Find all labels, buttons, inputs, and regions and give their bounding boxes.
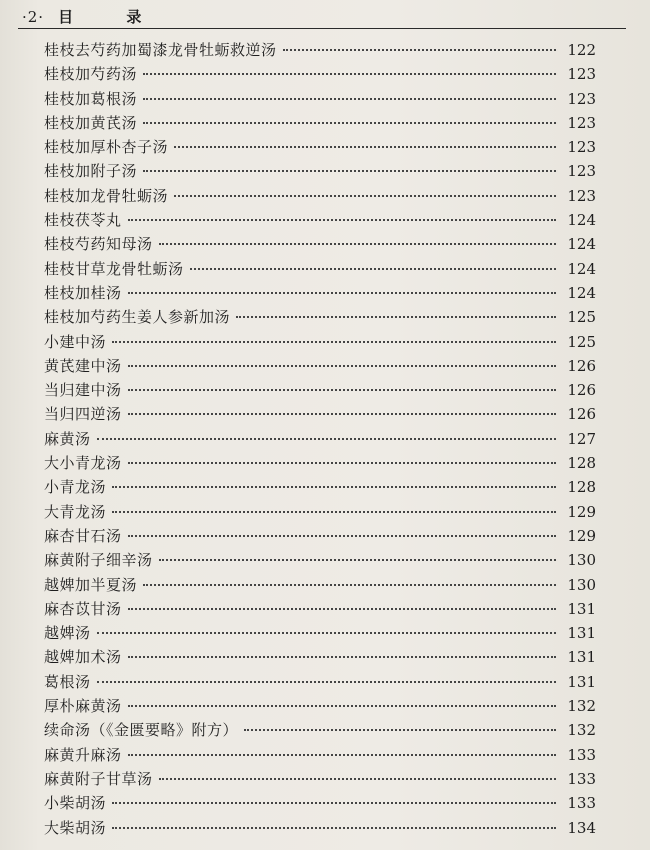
dot-leader [112, 802, 556, 804]
toc-entry-page: 129 [567, 502, 596, 521]
toc-entry-page: 125 [567, 308, 596, 327]
dot-leader [128, 656, 556, 658]
toc-entry [44, 208, 596, 232]
toc-entry-title: 桂枝加厚朴杏子汤 [44, 138, 169, 157]
toc-entry-title: 续命汤（《金匮要略》附方） [44, 721, 239, 740]
toc-entry-title: 大小青龙汤 [44, 454, 122, 473]
toc-entry [44, 548, 596, 572]
toc-entry-title: 桂枝芍药知母汤 [44, 235, 153, 254]
toc-entry-title: 当归建中汤 [44, 381, 122, 400]
dot-leader [128, 608, 556, 610]
toc-entry [44, 354, 596, 378]
dot-leader [128, 462, 556, 464]
toc-entry [44, 670, 596, 694]
dot-leader [159, 559, 556, 561]
dot-leader [190, 268, 556, 270]
dot-leader [128, 365, 556, 367]
toc-entry-page: 133 [567, 794, 596, 813]
toc-entry-title: 桂枝加黄芪汤 [44, 113, 138, 132]
page-number: ·2· [22, 8, 45, 26]
toc-entry-title: 桂枝加龙骨牡蛎汤 [44, 186, 169, 205]
toc-entry-page: 133 [567, 745, 596, 764]
dot-leader [159, 778, 556, 780]
toc-entry-title: 越婢加术汤 [44, 648, 122, 667]
toc-entry-title: 麻黄附子甘草汤 [44, 769, 153, 788]
toc-entry [44, 330, 596, 354]
toc-entry [44, 257, 596, 281]
dot-leader [112, 486, 556, 488]
toc-entry-title: 小青龙汤 [44, 478, 107, 497]
toc-entry [44, 524, 596, 548]
toc-entry [44, 767, 596, 791]
toc-entry-title: 麻杏苡甘汤 [44, 599, 122, 618]
toc-entry-page: 123 [567, 138, 596, 157]
toc-entry-page: 125 [567, 332, 596, 351]
toc-entry-title: 麻杏甘石汤 [44, 526, 122, 545]
page-title: 目 录 [58, 8, 166, 26]
toc-entry [44, 378, 596, 402]
toc-entry-title: 小柴胡汤 [44, 794, 107, 813]
toc-entry-page: 128 [567, 478, 596, 497]
toc-entry-title: 黄芪建中汤 [44, 356, 122, 375]
toc-entry-page: 128 [567, 454, 596, 473]
toc-entry [44, 402, 596, 426]
toc-entry [44, 451, 596, 475]
toc-entry-title: 桂枝加附子汤 [44, 162, 138, 181]
toc-entry-page: 130 [567, 575, 596, 594]
toc-list [44, 38, 596, 840]
toc-entry [44, 135, 596, 159]
dot-leader [143, 170, 556, 172]
toc-entry [44, 645, 596, 669]
toc-entry-title: 桂枝去芍药加蜀漆龙骨牡蛎救逆汤 [44, 41, 277, 59]
toc-entry-title: 小建中汤 [44, 332, 107, 351]
toc-entry [44, 573, 596, 597]
dot-leader [236, 316, 556, 318]
toc-entry [44, 621, 596, 645]
dot-leader [143, 98, 556, 100]
toc-entry-title: 麻黄附子细辛汤 [44, 551, 153, 570]
dot-leader [244, 729, 556, 731]
toc-entry-title: 厚朴麻黄汤 [44, 697, 122, 716]
toc-entry-title: 当归四逆汤 [44, 405, 122, 424]
toc-entry-page: 126 [567, 405, 596, 424]
toc-entry [44, 87, 596, 111]
toc-entry [44, 500, 596, 524]
toc-entry [44, 427, 596, 451]
toc-entry-page: 123 [567, 113, 596, 132]
dot-leader [174, 195, 556, 197]
toc-entry [44, 791, 596, 815]
toc-entry [44, 184, 596, 208]
toc-entry [44, 305, 596, 329]
dot-leader [128, 754, 556, 756]
dot-leader [112, 827, 556, 829]
toc-entry-page: 130 [567, 551, 596, 570]
toc-entry-page: 127 [567, 429, 596, 448]
dot-leader [128, 389, 556, 391]
toc-entry-page: 132 [567, 697, 596, 716]
toc-entry-page: 122 [567, 41, 596, 59]
toc-entry-page: 124 [567, 211, 596, 230]
toc-entry-title: 桂枝加芍药汤 [44, 65, 138, 84]
toc-entry-title: 越婢加半夏汤 [44, 575, 138, 594]
toc-entry [44, 62, 596, 86]
dot-leader [97, 632, 556, 634]
dot-leader [128, 292, 556, 294]
toc-entry-title: 大青龙汤 [44, 502, 107, 521]
toc-entry-title: 麻黄汤 [44, 429, 91, 448]
dot-leader [97, 438, 556, 440]
dot-leader [143, 122, 556, 124]
toc-entry-title: 葛根汤 [44, 672, 91, 691]
dot-leader [174, 146, 556, 148]
toc-entry-title: 麻黄升麻汤 [44, 745, 122, 764]
toc-entry-page: 126 [567, 356, 596, 375]
dot-leader [283, 49, 556, 51]
toc-entry [44, 743, 596, 767]
toc-entry-page: 129 [567, 526, 596, 545]
dot-leader [112, 511, 556, 513]
toc-entry [44, 232, 596, 256]
toc-entry-title: 大柴胡汤 [44, 818, 107, 837]
toc-entry [44, 111, 596, 135]
toc-entry-title: 桂枝甘草龙骨牡蛎汤 [44, 259, 184, 278]
toc-entry-page: 131 [567, 624, 596, 643]
dot-leader [128, 413, 556, 415]
toc-entry-page: 123 [567, 65, 596, 84]
toc-entry-page: 126 [567, 381, 596, 400]
toc-entry [44, 718, 596, 742]
toc-entry-page: 134 [567, 818, 596, 837]
toc-entry-page: 124 [567, 259, 596, 278]
toc-entry-page: 124 [567, 235, 596, 254]
toc-entry-page: 123 [567, 89, 596, 108]
dot-leader [128, 219, 556, 221]
toc-entry [44, 694, 596, 718]
dot-leader [112, 341, 556, 343]
toc-entry-page: 132 [567, 721, 596, 740]
toc-entry [44, 38, 596, 62]
toc-entry [44, 816, 596, 840]
toc-entry [44, 281, 596, 305]
toc-entry-page: 123 [567, 186, 596, 205]
dot-leader [159, 243, 556, 245]
page-header [22, 6, 622, 28]
toc-entry-title: 越婢汤 [44, 624, 91, 643]
toc-entry-page: 123 [567, 162, 596, 181]
toc-entry-page: 131 [567, 648, 596, 667]
toc-entry-page: 131 [567, 672, 596, 691]
toc-entry [44, 475, 596, 499]
dot-leader [128, 705, 556, 707]
dot-leader [97, 681, 556, 683]
toc-entry [44, 159, 596, 183]
toc-entry [44, 597, 596, 621]
toc-entry-page: 124 [567, 283, 596, 302]
dot-leader [143, 584, 556, 586]
dot-leader [143, 73, 556, 75]
toc-entry-page: 133 [567, 769, 596, 788]
header-rule [18, 28, 626, 29]
toc-entry-title: 桂枝加芍药生姜人参新加汤 [44, 308, 231, 327]
toc-entry-page: 131 [567, 599, 596, 618]
toc-entry-title: 桂枝加葛根汤 [44, 89, 138, 108]
dot-leader [128, 535, 556, 537]
toc-entry-title: 桂枝茯苓丸 [44, 211, 122, 230]
toc-entry-title: 桂枝加桂汤 [44, 283, 122, 302]
